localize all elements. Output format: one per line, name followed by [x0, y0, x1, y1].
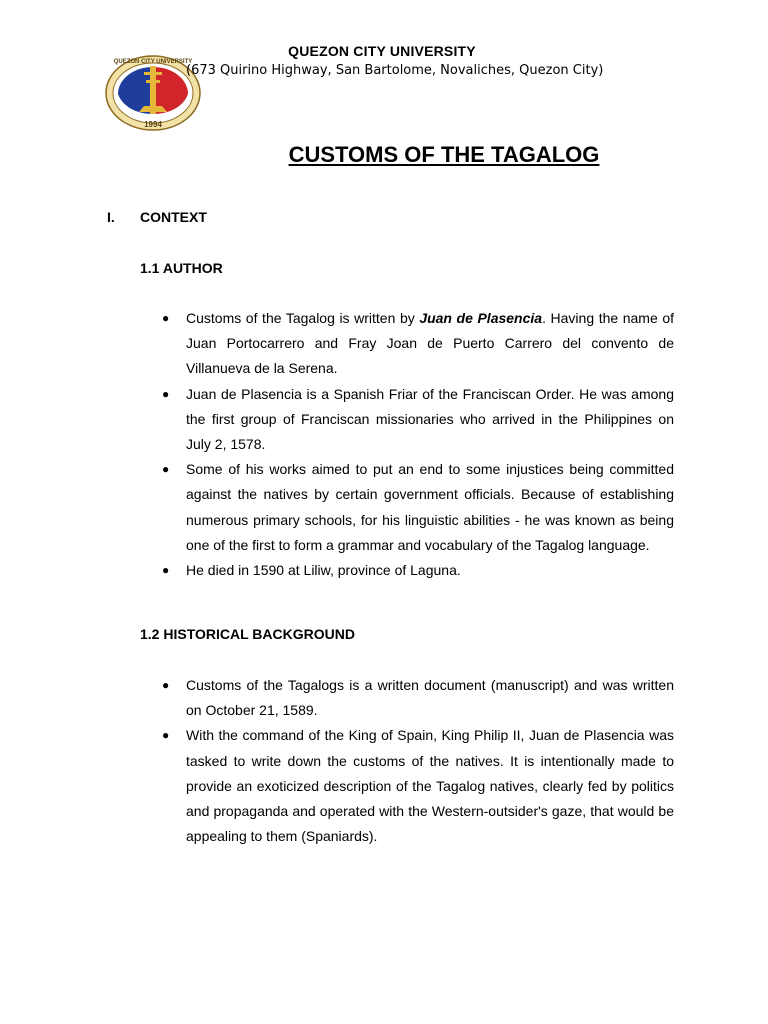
bullet-icon: ● [162, 678, 170, 692]
list-item [160, 673, 674, 723]
seal-top-text: QUEZON CITY UNIVERSITY [113, 59, 193, 65]
university-name: QUEZON CITY UNIVERSITY [288, 43, 476, 59]
bullet-icon: ● [162, 462, 170, 477]
bullet-icon: ● [162, 728, 170, 743]
bullet-icon: ● [162, 311, 170, 325]
list-item-text: He died in 1590 at Liliw, province of Laguna. [186, 562, 461, 579]
list-item-text: Some of his works aimed to put an end to some injustices being committed against the natives by certain government officials. Because of establishing numerous primary schools, for his linguistic abilities - he was known as being one of the first to form a grammar and vocabulary of the Tagalog language. [186, 461, 674, 553]
historical-background-bullet-list [160, 673, 674, 849]
bullet-icon: ● [162, 386, 170, 401]
list-item [160, 558, 674, 583]
author-name-emphasis: Juan de Plasencia [419, 310, 543, 326]
list-item [160, 382, 674, 458]
list-item-text: Juan de Plasencia is a Spanish Friar of the Franciscan Order. He was among the first group of Franciscan missionaries who arrived in the Philippines on July 2, 1578. [186, 385, 674, 453]
university-address: (673 Quirino Highway, San Bartolome, Novaliches, Quezon City) [186, 63, 604, 78]
subsection-heading-historical-background: 1.2 HISTORICAL BACKGROUND [140, 626, 355, 642]
subsection-heading-author: 1.1 AUTHOR [140, 260, 223, 276]
list-item-text: Customs of the Tagalogs is a written document (manuscript) and was written on October 21, 1589. [186, 677, 674, 719]
list-item [160, 457, 674, 558]
list-item-text: Customs of the Tagalog is written by Juan de Plasencia. Having the name of Juan Portocarrero and Fray Joan de Puerto Carrero del convento de Villanueva de la Serena. [186, 310, 674, 377]
list-item [160, 306, 674, 382]
section-title: CONTEXT [140, 209, 207, 225]
section-heading [107, 209, 207, 225]
author-bullet-list [160, 306, 674, 583]
bullet-icon: ● [162, 563, 170, 578]
document-title: CUSTOMS OF THE TAGALOG [288, 142, 600, 167]
list-item [160, 723, 674, 849]
seal-year: 1994 [144, 120, 162, 129]
list-item-text: With the command of the King of Spain, King Philip II, Juan de Plasencia was tasked to write down the customs of the natives. It is intentionally made to provide an exoticized description of the Tagalog natives, clearly fed by politics and propaganda and operated with the Western-outsider's gaze, that would be appealing to them (Spaniards). [186, 727, 674, 845]
section-number: I. [107, 209, 115, 225]
